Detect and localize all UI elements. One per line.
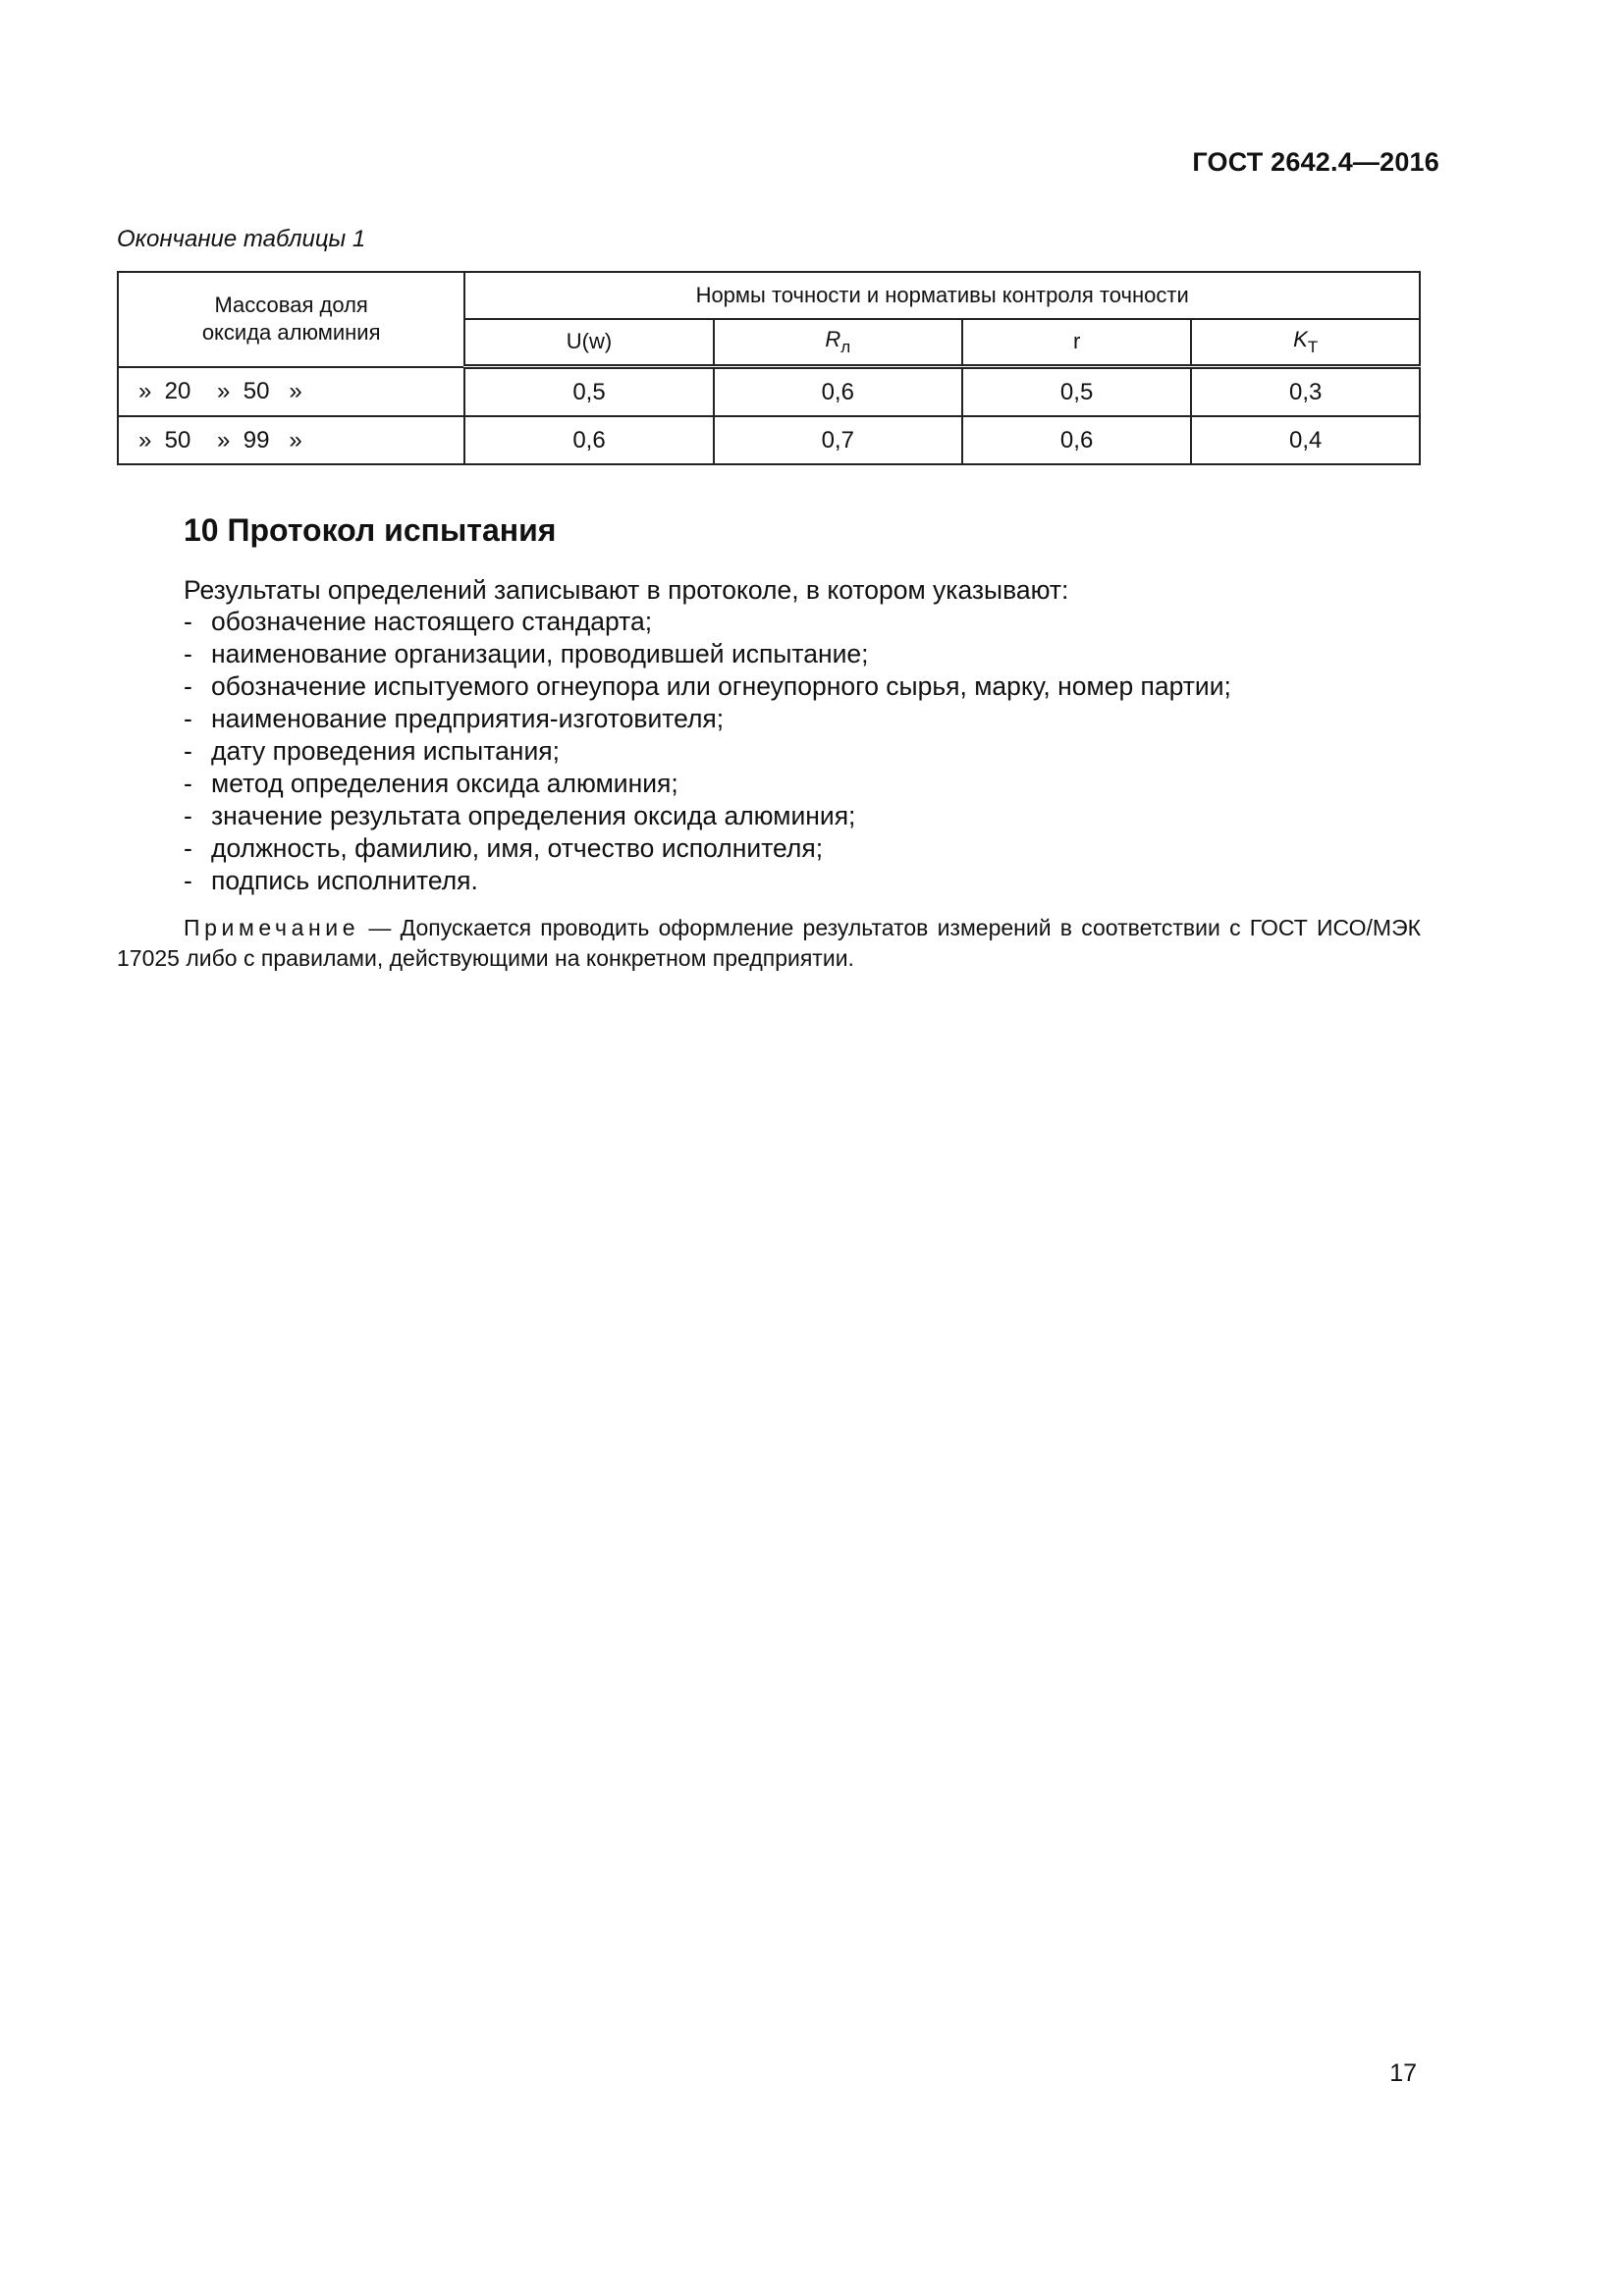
cell-value: 0,5 bbox=[962, 367, 1192, 417]
cell-value: 0,6 bbox=[464, 416, 713, 464]
column-header-kt-sub: Т bbox=[1307, 337, 1319, 356]
list-item: - обозначение настоящего стандарта; bbox=[184, 607, 653, 636]
section-intro: Результаты определений записывают в протоколе, в котором указывают: bbox=[184, 575, 1069, 605]
row-label: » 50 » 99 » bbox=[118, 416, 464, 464]
cell-value: 0,3 bbox=[1191, 367, 1420, 417]
row-header-line-1: Массовая доля bbox=[214, 292, 368, 317]
note-label: Примечание bbox=[184, 915, 360, 940]
list-item-text: дату проведения испытания; bbox=[211, 736, 560, 766]
row-label: » 20 » 50 » bbox=[118, 367, 464, 417]
list-item-text: метод определения оксида алюминия; bbox=[211, 769, 678, 798]
accuracy-table bbox=[117, 271, 1421, 465]
column-header-r: r bbox=[962, 319, 1192, 367]
list-item-text: подпись исполнителя. bbox=[211, 866, 478, 895]
list-item: - должность, фамилию, имя, отчество исполнителя; bbox=[184, 833, 824, 863]
group-header-cell: Нормы точности и нормативы контроля точности bbox=[464, 272, 1420, 319]
column-header-kt bbox=[1191, 319, 1420, 367]
list-item: - дату проведения испытания; bbox=[184, 736, 560, 766]
cell-value: 0,5 bbox=[464, 367, 713, 417]
list-item: - значение результата определения оксида алюминия; bbox=[184, 801, 856, 830]
list-item-text: значение результата определения оксида алюминия; bbox=[211, 801, 856, 830]
table-row bbox=[118, 416, 1420, 464]
table-row bbox=[118, 367, 1420, 417]
cell-value: 0,7 bbox=[714, 416, 962, 464]
column-header-kt-base: K bbox=[1293, 326, 1308, 351]
column-header-uw: U(w) bbox=[464, 319, 713, 367]
row-header-cell bbox=[118, 272, 464, 367]
column-header-rl bbox=[714, 319, 962, 367]
requirements-list bbox=[184, 606, 1231, 897]
note-paragraph bbox=[117, 913, 1421, 974]
section-title: 10 Протокол испытания bbox=[184, 512, 557, 548]
list-item: - наименование организации, проводившей испытание; bbox=[184, 639, 869, 668]
row-header-line-2: оксида алюминия bbox=[201, 320, 381, 346]
list-item: - наименование предприятия-изготовителя; bbox=[184, 704, 725, 733]
note-text: — Допускается проводить оформление результатов измерений в соответствии с ГОСТ ИСО/МЭК 17025 либо с правилами, действующими на конкретном предприятии. bbox=[117, 915, 1422, 971]
column-header-rl-sub: л bbox=[840, 337, 851, 356]
list-item: - обозначение испытуемого огнеупора или огнеупорного сырья, марку, номер партии; bbox=[184, 671, 1231, 701]
list-item-text: обозначение испытуемого огнеупора или огнеупорного сырья, марку, номер партии; bbox=[211, 671, 1231, 701]
list-item-text: наименование предприятия-изготовителя; bbox=[211, 704, 725, 733]
list-item-text: должность, фамилию, имя, отчество исполнителя; bbox=[211, 833, 824, 863]
cell-value: 0,6 bbox=[714, 367, 962, 417]
list-item-text: наименование организации, проводившей испытание; bbox=[211, 639, 869, 668]
list-item-text: обозначение настоящего стандарта; bbox=[211, 607, 653, 636]
column-header-rl-base: R bbox=[825, 326, 841, 351]
list-item: - подпись исполнителя. bbox=[184, 866, 478, 895]
list-item: - метод определения оксида алюминия; bbox=[184, 769, 678, 798]
page-number: 17 bbox=[1389, 2059, 1417, 2087]
table-caption: Окончание таблицы 1 bbox=[117, 226, 366, 252]
document-code: ГОСТ 2642.4—2016 bbox=[1192, 147, 1439, 177]
cell-value: 0,6 bbox=[962, 416, 1192, 464]
cell-value: 0,4 bbox=[1191, 416, 1420, 464]
